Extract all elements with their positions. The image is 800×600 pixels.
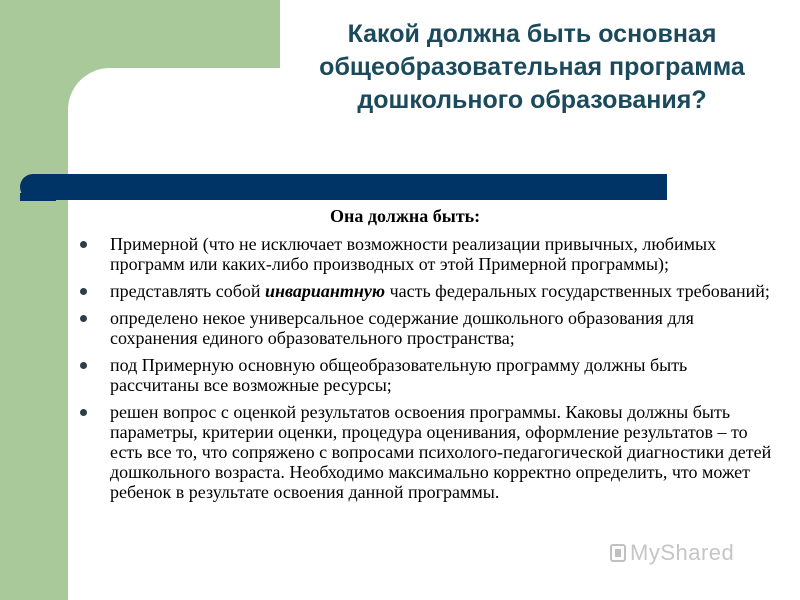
list-heading: Она должна быть:	[330, 206, 481, 226]
list-item-text: под Примерную основную общеобразовательную программу должны быть рассчитаны все возможные ресурсы;	[110, 355, 688, 395]
list-item-text: определено некое универсальное содержание дошкольного образования для сохранения единого образовательного пространства;	[110, 308, 694, 348]
title-line: Какой должна быть основная	[347, 20, 717, 48]
list-item-text: представлять собой	[110, 281, 265, 301]
list-item-text: решен вопрос с оценкой результатов освоения программы. Каковы должны быть параметры, критерии оценки, процедура оценивания, оформление результатов – то есть все то, что сопряжено с вопросами психолого-педагогической диагностики детей дошкольного возраста. Необходимо максимально корректно определить, что может ребенок в результате освоения данной программы.	[110, 402, 772, 502]
green-frame-left	[0, 0, 68, 600]
emphasized-word: инвариантную	[265, 281, 386, 301]
watermark	[610, 540, 734, 566]
list-item	[80, 234, 780, 274]
watermark-text: MyShared	[630, 540, 735, 565]
list-item	[80, 281, 780, 301]
list-item-text: часть федеральных государственных требований;	[385, 281, 770, 301]
title-line: дошкольного образования?	[357, 86, 707, 114]
divider-bar-notch	[20, 193, 56, 201]
list-item	[80, 355, 780, 395]
slide-title	[282, 18, 782, 117]
watermark-logo-icon	[610, 543, 626, 563]
bullet-list	[80, 234, 780, 509]
divider-bar	[20, 174, 667, 200]
title-line: общеобразовательная программа	[319, 53, 745, 81]
list-item	[80, 308, 780, 348]
list-item-text: Примерной (что не исключает возможности реализации привычных, любимых программ или каких-либо производных от этой Примерной программы);	[110, 234, 717, 274]
list-item	[80, 402, 780, 502]
